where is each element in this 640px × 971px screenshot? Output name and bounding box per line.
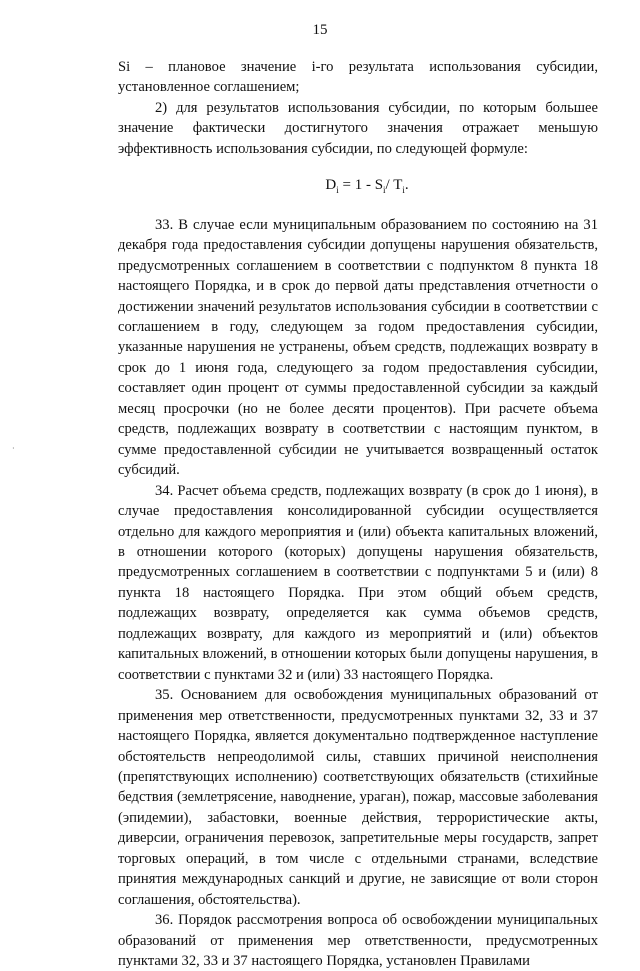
margin-dot: ·	[12, 444, 15, 453]
paragraph-si-definition: Si – плановое значение i-го результата использования субсидии, установленное соглашением;	[118, 59, 598, 96]
page-number: 15	[312, 22, 328, 38]
formula-equals-part: = 1 - S	[338, 177, 384, 194]
formula-d-subscript: i	[336, 185, 339, 196]
formula-t-subscript: i	[402, 185, 405, 196]
formula-end: .	[404, 177, 409, 194]
paragraph-formula-intro: 2) для результатов использования субсидии, по которым большее значение фактически достигнутого значения отражает меньшую эффективность использования субсидии, по следующей формуле:	[118, 99, 598, 157]
formula-di	[118, 175, 598, 200]
paragraph-35: 35. Основанием для освобождения муниципальных образований от применения мер ответственности, предусмотренных пунктами 32, 33 и 37 настоящего Порядка, является документально подтвержденное наступление обстоятельств непреодолимой силы, ставших причиной неисполнения (препятствующих исполнению) соответствующих обязательств (стихийные бедствия (землетрясение, наводнение, ураган), пожар, массовые заболевания (эпидемии), забастовки, военные действия, террористические акты, диверсии, ограничения перевозок, запретительные меры государств, запрет торговых операций, в том числе с отдельными странами, вследствие принятия международных санкций и другие, не зависящие от воли сторон соглашения, обстоятельства).	[118, 687, 598, 908]
paragraph-34: 34. Расчет объема средств, подлежащих возврату (в срок до 1 июня), в случае предоставления консолидированной субсидии осуществляется отдельно для каждого мероприятия и (или) объекта капитальных вложений, в отношении которого (которых) допущены нарушения обязательств, предусмотренных соглашением в соответствии с подпунктами 5 и (или) 8 пункта 18 настоящего Порядка. При этом общий объем средств, подлежащих возврату, определяется как сумма объемов средств, подлежащих возврату, для каждого из мероприятий и (или) объектов капитальных вложений, в отношении которых были допущены нарушения, в соответствии с пунктами 32 и (или) 33 настоящего Порядка.	[118, 482, 598, 683]
formula-d: D	[325, 177, 337, 194]
paragraph-36: 36. Порядок рассмотрения вопроса об освобождении муниципальных образований от применения мер ответственности, предусмотренных пунктами 32, 33 и 37 настоящего Порядка, установлен Правилами	[118, 912, 598, 970]
paragraph-33: 33. В случае если муниципальным образованием по состоянию на 31 декабря года предоставления субсидии допущены нарушения обязательств, предусмотренных соглашением в соответствии с подпунктом 8 пункта 18 настоящего Порядка, и в срок до первой даты представления отчетности о достижении значений результатов использования субсидии в соответствии с соглашением в году, следующем за годом предоставления субсидии, указанные нарушения не устранены, объем средств, подлежащих возврату в срок до 1 июня года, следующего за годом предоставления субсидии, составляет один процент от суммы предоставленной субсидии за каждый месяц просрочки (но не более десяти процентов). При расчете объема средств, подлежащих возврату в соответствии с настоящим пунктом, в сумме предоставленной субсидии не учитывается возвращенный остаток субсидий.	[118, 216, 598, 479]
formula-s-subscript: i	[383, 185, 386, 196]
formula-divide-part: / T	[385, 177, 403, 194]
document-body	[118, 57, 598, 971]
